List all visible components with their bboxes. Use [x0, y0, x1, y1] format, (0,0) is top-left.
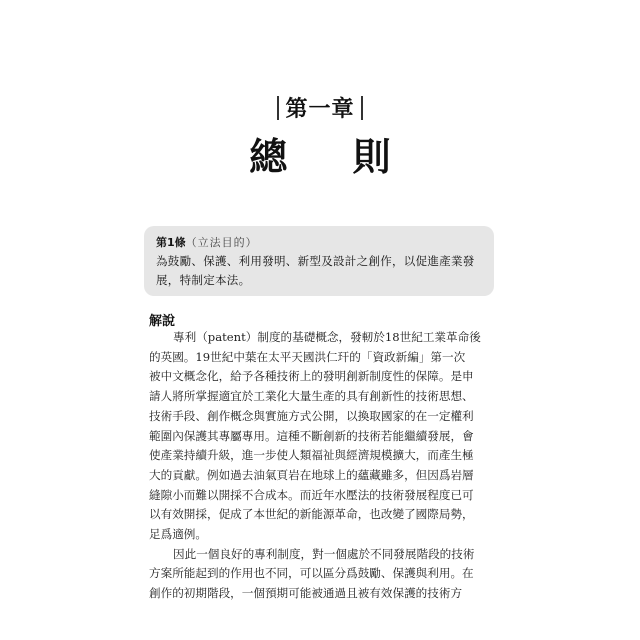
paragraph-line: 方案所能起到的作用也不同，可以區分爲鼓勵、保護與利用。在 [149, 566, 474, 581]
paragraph-line: 大的貢獻。例如過去油氣頁岩在地球上的蘊藏雖多，但因爲岩層 [149, 467, 474, 482]
chapter-bar-left [277, 96, 279, 120]
paragraph-line: 創作的初期階段，一個預期可能被通過且被有效保護的技術方 [149, 586, 463, 601]
paragraph-line: 範圍內保護其專屬專用。這種不斷創新的技術若能繼續發展，會 [149, 428, 474, 443]
chapter-number: 第一章 [285, 97, 355, 122]
chapter-label [0, 92, 640, 123]
article-header [156, 234, 482, 252]
explanation-paragraph-2 [149, 545, 494, 604]
paragraph-line: 使產業持續升級，進一步使人類福祉與經濟規模擴大，而產生極 [149, 448, 474, 463]
article-text [156, 252, 482, 290]
paragraph-line: 專利（patent）制度的基礎概念，發軔於18世紀工業革命後 [173, 330, 481, 344]
paragraph-line: 以有效開採，促成了本世紀的新能源革命，也改變了國際局勢， [149, 507, 474, 522]
article-text-line: 展，特制定本法。 [156, 273, 251, 287]
article-box [144, 226, 494, 296]
paragraph-line: 請人將所掌握適宜於工業化大量生產的具有創新性的技術思想、 [149, 389, 474, 404]
paragraph-line: 因此一個良好的專利制度，對一個處於不同發展階段的技術 [173, 546, 475, 561]
article-number: 第1條 [156, 236, 186, 249]
paragraph-line: 足爲適例。 [149, 527, 207, 542]
explanation-body [149, 328, 494, 604]
article-text-line: 為鼓勵、保護、利用發明、新型及設計之創作，以促進產業發 [156, 254, 475, 268]
paragraph-line: 技術手段、創作概念與實施方式公開，以換取國家的在一定權利 [149, 408, 474, 423]
paragraph-line: 縫隙小而難以開採不合成本。而近年水壓法的技術發展程度已可 [149, 487, 474, 502]
paragraph-line: 的英國。19世紀中葉在太平天國洪仁玕的「資政新編」第一次 [149, 349, 466, 364]
chapter-title: 總 則 [249, 135, 417, 179]
paragraph-line: 被中文概念化，給予各種技術上的發明創新制度性的保障。是申 [149, 369, 474, 384]
explanation-paragraph-1 [149, 328, 494, 545]
explanation-title: 解說 [149, 314, 176, 329]
chapter-bar-right [361, 96, 363, 120]
article-purpose: （立法目的） [185, 236, 258, 249]
